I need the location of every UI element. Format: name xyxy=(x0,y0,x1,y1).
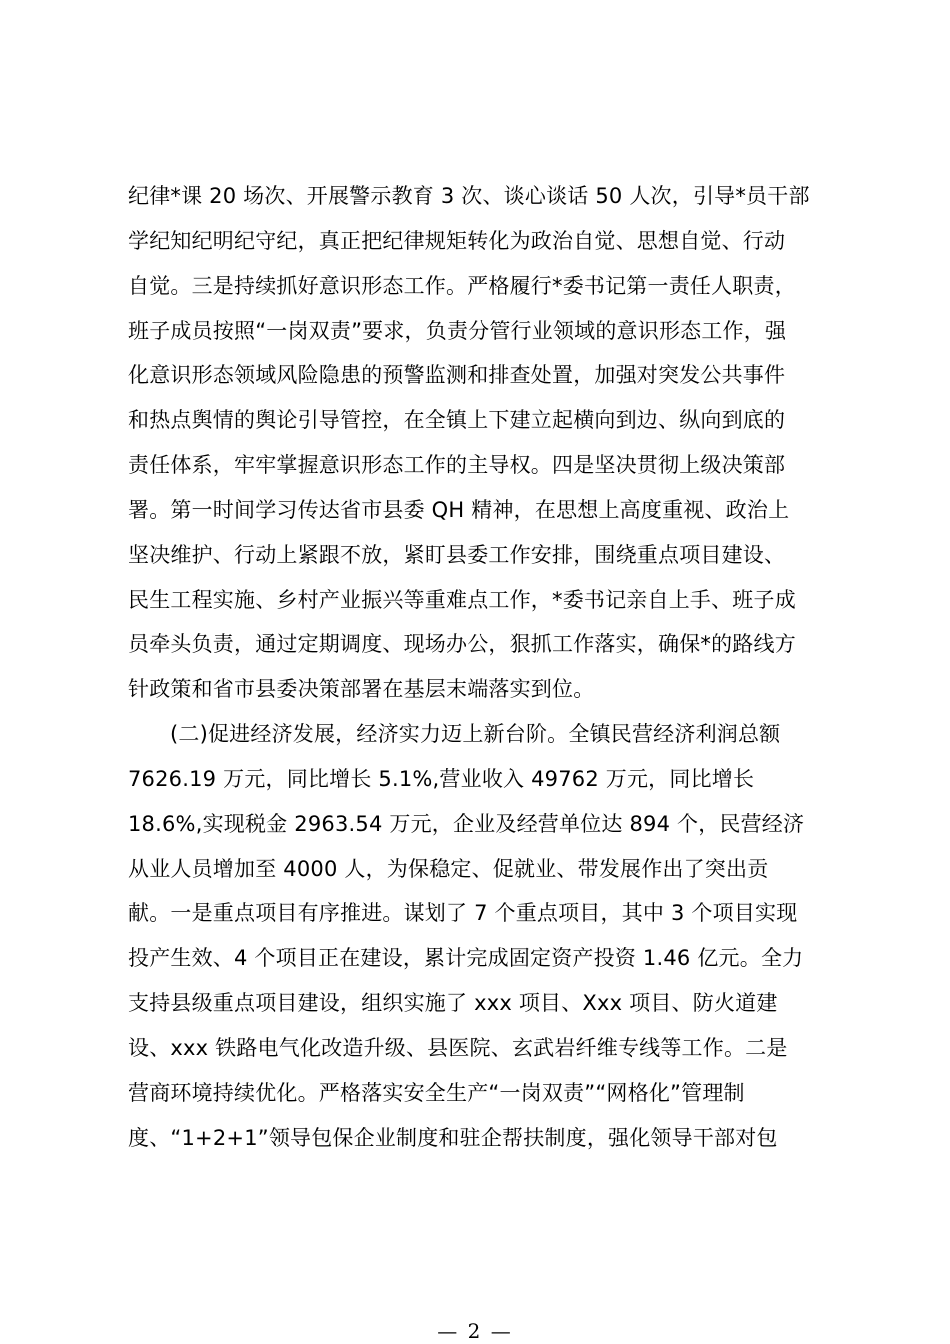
text-line: 投产生效、4 个项目正在建设，累计完成固定资产投资 1.46 亿元。全力 xyxy=(128,946,804,970)
page-number: — 2 — xyxy=(437,1319,513,1343)
text-line: 责任体系，牢牢掌握意识形态工作的主导权。四是坚决贯彻上级决策部 xyxy=(128,453,786,477)
text-line: 坚决维护、行动上紧跟不放，紧盯县委工作安排，围绕重点项目建设、 xyxy=(128,543,786,567)
text-line: 18.6%,实现税金 2963.54 万元，企业及经营单位达 894 个，民营经济 xyxy=(128,812,805,836)
text-line: 署。第一时间学习传达省市县委 QH 精神，在思想上高度重视、政治上 xyxy=(128,498,790,522)
text-line: 7626.19 万元，同比增长 5.1%,营业收入 49762 万元，同比增长 xyxy=(128,767,755,791)
text-line: 和热点舆情的舆论引导管控，在全镇上下建立起横向到边、纵向到底的 xyxy=(128,408,786,432)
text-line: 设、xxx 铁路电气化改造升级、县医院、玄武岩纤维专线等工作。二是 xyxy=(128,1036,788,1060)
text-line: 献。一是重点项目有序推进。谋划了 7 个重点项目，其中 3 个项目实现 xyxy=(128,901,798,925)
text-line: 从业人员增加至 4000 人，为保稳定、促就业、带发展作出了突出贡 xyxy=(128,857,769,881)
text-line: 学纪知纪明纪守纪，真正把纪律规矩转化为政治自觉、思想自觉、行动 xyxy=(128,229,786,253)
text-line: 班子成员按照“一岗双责”要求，负责分管行业领域的意识形态工作，强 xyxy=(128,319,787,343)
text-line: 营商环境持续优化。严格落实安全生产“一岗双责”“网格化”管理制 xyxy=(128,1081,745,1105)
text-line: 度、“1+2+1”领导包保企业制度和驻企帮扶制度，强化领导干部对包 xyxy=(128,1126,778,1150)
text-line: 民生工程实施、乡村产业振兴等重难点工作，*委书记亲自上手、班子成 xyxy=(128,588,796,612)
text-line: 员牵头负责，通过定期调度、现场办公，狠抓工作落实，确保*的路线方 xyxy=(128,632,796,656)
text-line: 自觉。三是持续抓好意识形态工作。严格履行*委书记第一责任人职责， xyxy=(128,274,796,298)
text-line: 针政策和省市县委决策部署在基层末端落实到位。 xyxy=(128,677,595,701)
text-line: 化意识形态领域风险隐患的预警监测和排查处置，加强对突发公共事件 xyxy=(128,363,786,387)
section-heading-line: (二)促进经济发展，经济实力迈上新台阶。全镇民营经济利润总额 xyxy=(170,722,781,746)
text-line: 纪律*课 20 场次、开展警示教育 3 次、谈心谈话 50 人次，引导*员干部 xyxy=(128,184,810,208)
text-line: 支持县级重点项目建设，组织实施了 xxx 项目、Xxx 项目、防火道建 xyxy=(128,991,778,1015)
